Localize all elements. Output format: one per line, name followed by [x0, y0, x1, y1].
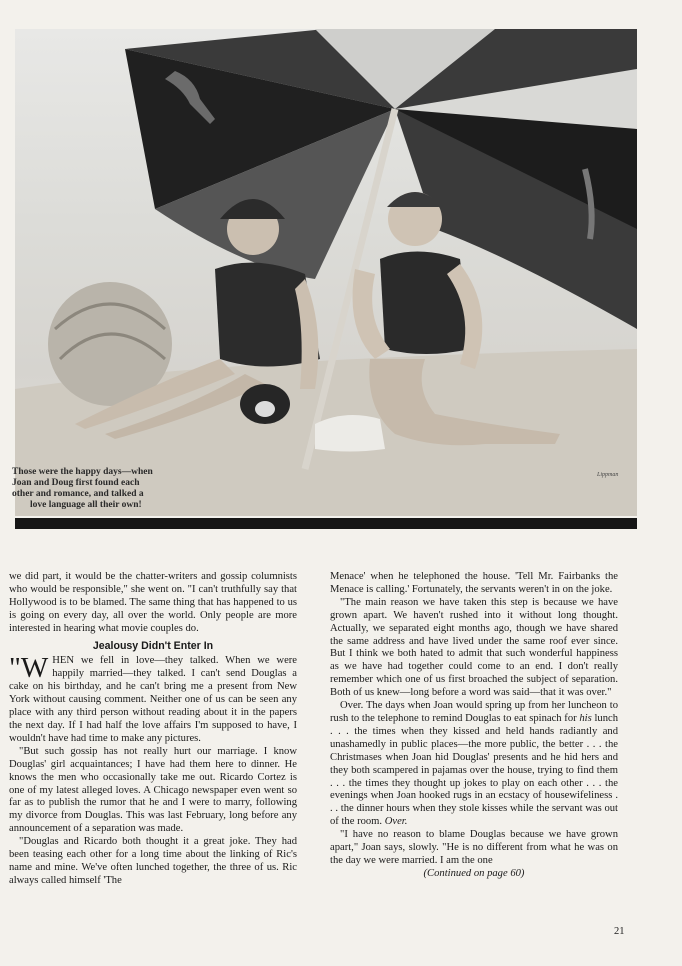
divider-bar: [15, 518, 637, 529]
page-number: 21: [614, 926, 625, 937]
photo-credit: Lippman: [597, 472, 619, 478]
photograph: [15, 29, 637, 516]
right-column: [330, 571, 618, 881]
paragraph: "Douglas and Ricardo both thought it a great joke. They had been teasing each other for a long time about the linking of Ric's name and mine. We've often lunched together, the three of us. Ric always called himself 'The: [9, 836, 297, 886]
caption-line: Those were the happy days—when: [12, 467, 153, 477]
paragraph: Menace' when he telephoned the house. 'Tell Mr. Fairbanks the Menace is calling.' Fortunately, the servants weren't in on the joke.: [330, 571, 618, 595]
paragraph-with-drop-cap: [9, 652, 297, 745]
drop-cap: "W: [9, 652, 49, 685]
paragraph: "I have no reason to blame Douglas because we have grown apart," Joan says, slowly. "He is no different from what he was on the day we were married. I am the one: [330, 829, 618, 866]
caption-line: love language all their own!: [30, 500, 142, 510]
paragraph-text: lunch . . . the times when they kissed and held hands radiantly and unashamedly in public places—the more public, the better . . . the Christmases when Joan hid Douglas' presents and he hid hers and they both scampered in pajamas over the house, trying to find them . . . the times they thought up jokes to play on each other . . . the evenings when Joan hooked rugs in an ecstacy of housewifeliness . . . the dinner hours when they stole kisses while the servant was out of the room.: [330, 712, 618, 828]
caption-line: Joan and Doug first found each: [12, 478, 140, 488]
continued-line: (Continued on page 60): [423, 867, 525, 879]
emphasis-over: Over.: [384, 816, 408, 828]
paragraph: we did part, it would be the chatter-writers and gossip columnists who would be responsible," she went on. "I can't truthfully say that Hollywood is to be blamed. The same thing that has happened to us is going on every day, all over the world. Only people are more interested in hearing what movie couples do.: [9, 571, 297, 634]
caption-line: other and romance, and talked a: [12, 489, 144, 499]
paragraph-text: Over. The days when Joan would spring up from her luncheon to rush to the telephone to remind Douglas to eat spinach for: [330, 700, 618, 724]
beach-umbrella-photo: [15, 29, 637, 516]
paragraph-text: HEN we fell in love—they talked. When we were happily married—they talked. I can't send Douglas a cake on his birthday, and he can't bring me a present from New York without causing comment. Neither one of us can be seen any place with any third person without reading about it in the papers the next day. If I had half the love affairs I'm supposed to have, I wouldn't have had time to make any pictures.: [9, 655, 297, 744]
left-column: [9, 571, 297, 888]
paragraph: "The main reason we have taken this step is because we have grown apart. We haven't rushed into it without long thought. Actually, we separated eight months ago, though we have shared the same address and have lived under the same roof ever since. But I think we both hated to admit that such wonderful happiness as we have had together could come to an end. I don't really remember which one of us first broached the subject of separation. Both of us knew—long before a word was said—that it was over.": [330, 596, 618, 699]
paragraph: [330, 700, 618, 829]
emphasis-his: his: [579, 712, 592, 724]
subheading: Jealousy Didn't Enter In: [92, 639, 214, 652]
paragraph: "But such gossip has not really hurt our marriage. I know Douglas' girl acquaintances; I have had them here to dinner. He knows the men who occasionally take me out. Ricardo Cortez is one of my latest alleged loves. A Chicago newspaper even went so far as to publish the rumor that he and I were to marry, following my divorce from Douglas. This was last February, long before any announcement of a separation was made.: [9, 745, 297, 835]
photo-caption: [12, 467, 187, 511]
